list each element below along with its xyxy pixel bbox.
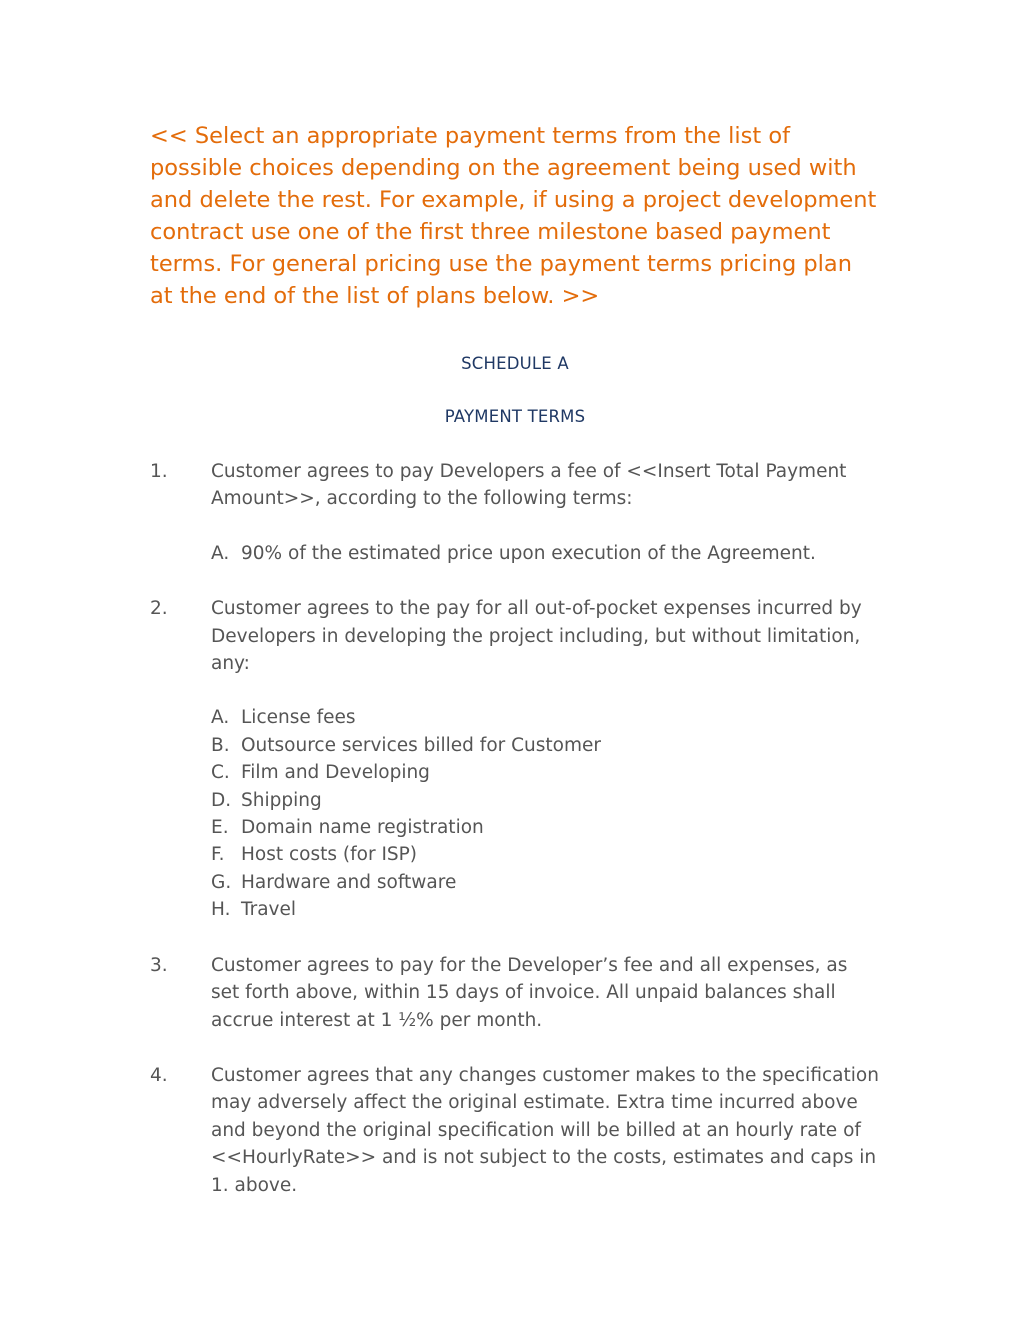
sub-text: Shipping: [241, 789, 322, 811]
term-item: [150, 952, 880, 1034]
sub-letter: B.: [211, 734, 230, 756]
sub-letter: C.: [211, 762, 230, 784]
sub-letter: A.: [211, 707, 230, 729]
sub-text: Film and Developing: [241, 762, 430, 784]
term-item: [150, 458, 880, 567]
sub-letter: H.: [211, 899, 231, 921]
sub-list: [211, 540, 880, 567]
sub-item: [211, 814, 880, 841]
instruction-note: << Select an appropriate payment terms from the list of possible choices depending on the agreement being used with and delete the rest. For example, if using a project development contract use one of the first three milestone based payment terms. For general pricing use the payment terms pricing plan at the end of the list of plans below. >>: [150, 123, 877, 309]
sub-text: 90% of the estimated price upon execution of the Agreement.: [241, 542, 816, 564]
sub-text: Domain name registration: [241, 817, 484, 839]
sub-item: [211, 787, 880, 814]
sub-item: [211, 759, 880, 786]
sub-text: Host costs (for ISP): [241, 844, 418, 866]
sub-item: [211, 869, 880, 896]
term-item: [150, 1062, 880, 1199]
term-text: Customer agrees to pay Developers a fee of <<Insert Total Payment Amount>>, according to the following terms:: [211, 461, 847, 510]
payment-terms-list: [150, 458, 880, 1199]
term-text: Customer agrees to pay for the Developer’s fee and all expenses, as set forth above, within 15 days of invoice. All unpaid balances shall accrue interest at 1 ½% per month.: [211, 954, 848, 1031]
term-text: Customer agrees to the pay for all out-of-pocket expenses incurred by Developers in developing the project including, but without limitation, any:: [211, 598, 862, 675]
sub-item: [211, 841, 880, 868]
sub-text: License fees: [241, 707, 356, 729]
section-title: PAYMENT TERMS: [444, 407, 586, 426]
sub-item: [211, 704, 880, 731]
sub-text: Travel: [241, 899, 296, 921]
term-number: 2.: [150, 598, 168, 620]
sub-letter: D.: [211, 789, 232, 811]
term-item: [150, 595, 880, 923]
term-number: 4.: [150, 1064, 168, 1086]
term-number: 3.: [150, 954, 168, 976]
sub-item: [211, 732, 880, 759]
sub-letter: G.: [211, 871, 232, 893]
sub-item: [211, 896, 880, 923]
sub-letter: A.: [211, 542, 230, 564]
sub-text: Outsource services billed for Customer: [241, 734, 601, 756]
sub-list: [211, 704, 880, 923]
term-number: 1.: [150, 461, 168, 482]
sub-letter: F.: [211, 844, 225, 866]
schedule-title: SCHEDULE A: [461, 354, 569, 373]
sub-text: Hardware and software: [241, 871, 457, 893]
document-page: [150, 120, 880, 1199]
term-text: Customer agrees that any changes customer makes to the specification may adversely affect the original estimate. Extra time incurred above and beyond the original specification will be billed at an hourly rate of <<HourlyRate>> and is not subject to the costs, estimates and caps in 1. above.: [211, 1064, 879, 1196]
sub-letter: E.: [211, 817, 229, 839]
sub-item: [211, 540, 880, 567]
